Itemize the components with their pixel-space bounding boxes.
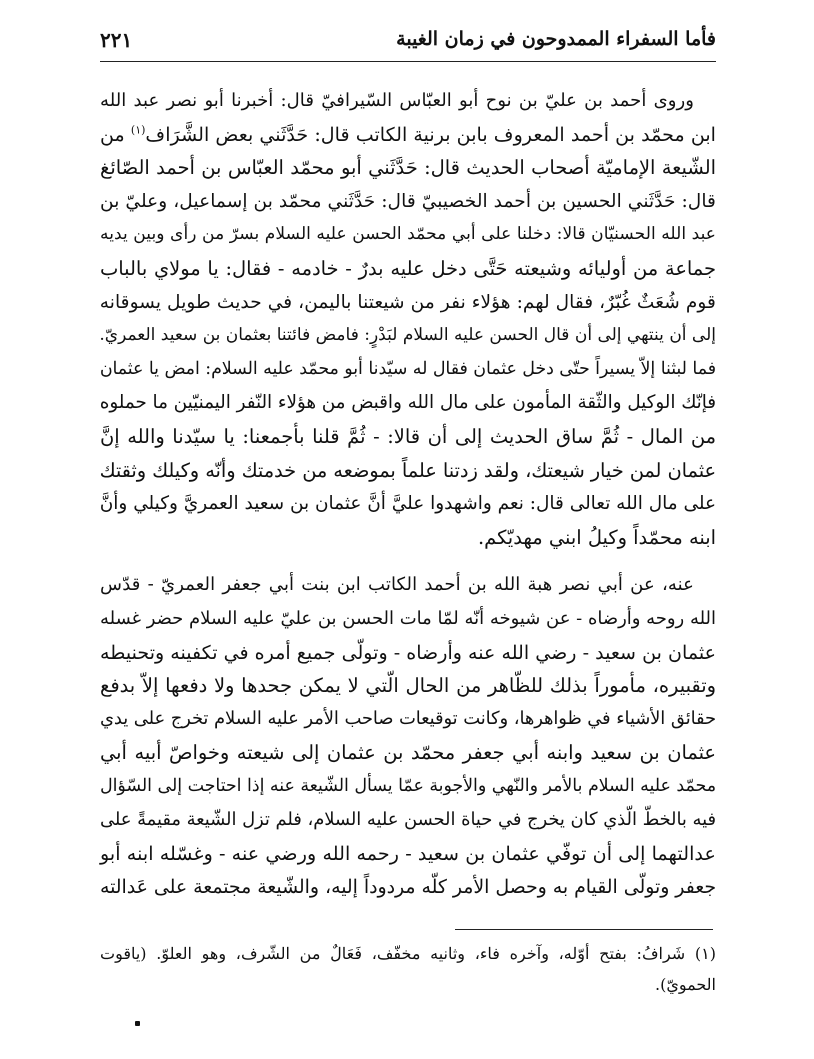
text-line: إلى أن ينتهي إلى أن قال الحسن عليه السلام لبَدْرٍ: فامض فائتنا بعثمان بن سعيد العمريّ.	[99, 325, 716, 346]
page-number: ٢٢١	[100, 28, 133, 52]
paragraph-1	[100, 84, 716, 554]
text-line: فما لبثنا إلاّ يسيراً حتّى دخل عثمان فقال له سيّدنا أبو محمّد عليه السلام: امض يا عثمان	[99, 358, 716, 379]
footnotes	[100, 938, 716, 1000]
text-line: عنه، عن أبي نصر هبة الله بن أحمد الكاتب ابن بنت أبي جعفر العمريّ - قدّس	[100, 574, 694, 596]
header-rule	[100, 61, 716, 62]
text-line: حقائق الأشياء في ظواهرها، وكانت توقيعات صاحب الأمر عليه السلام تخرج على يدي	[100, 708, 716, 729]
text-line: عثمان بن سعيد وابنه أبي جعفر محمّد بن عثمان إلى شيعته وخواصّ أبيه أبي	[100, 741, 716, 765]
scan-artifact-dot	[135, 1021, 140, 1026]
running-header	[100, 28, 716, 58]
footnote-separator	[455, 929, 713, 930]
paragraph-2	[100, 568, 716, 904]
text-line: عبد الله الحسنيّان قالا: دخلنا على أبي محمّد الحسن عليه السلام بسرّ من رأى وبين يديه	[100, 224, 716, 245]
text-line: عثمان لمن خيار شيعتك، ولقد زدتنا علماً بموضعه من خدمتك وأنّه وكيلك وثقتك	[99, 458, 716, 482]
text-line: فيه بالخطّ الّذي كان يخرج في حياة الحسن عليه السلام، فلم تزل الشّيعة مقيمةً على	[100, 809, 716, 831]
text-line: على مال الله تعالى قال: نعم واشهدوا عليَّ أنَّ عثمان بن سعيد العمريَّ وكيلي وأنَّ	[99, 493, 716, 515]
text-line: ابنه محمّداً وكيلُ ابني مهديّكم.	[478, 525, 716, 549]
text-line: وتقبيره، مأموراً بذلك للظّاهر من الحال الّتي لا يمكن جحدها ولا دفعها إلاّ بدفع	[100, 674, 716, 698]
text-line: وروى أحمد بن عليّ بن نوح أبو العبّاس السّيرافيّ قال: أخبرنا أبو نصر عبد الله	[100, 90, 694, 111]
text-line	[100, 118, 716, 152]
text-line: الله روحه وأرضاه - عن شيوخه أنّه لمّا مات الحسن بن عليّ عليه السلام حضر غسله	[100, 607, 716, 629]
text-line: قال: حَدَّثَني الحسين بن أحمد الخصيبيّ قال: حَدَّثَني محمّد بن إسماعيل، وعليّ بن	[100, 190, 716, 212]
text-line: من المال - ثُمَّ ساق الحديث إلى أن قالا: - ثُمَّ قلنا بأجمعنا: يا سيّدنا والله إنَّ	[100, 424, 716, 448]
text-line: عدالتهما إلى أن توفّي عثمان بن سعيد - رحمه الله ورضي عنه - وغسّله ابنه أبو	[100, 842, 716, 866]
text-line: فإنّك الوكيل والثّقة المأمون على مال الله واقبض من هؤلاء النّفر اليمنيّين ما حملوه	[99, 392, 716, 414]
text-line-content: ابن محمّد بن أحمد المعروف بابن برنية الكاتب قال: حَدَّثَني بعض الشَّرَاف	[145, 122, 716, 146]
text-line: جعفر وتولّى القيام به وحصل الأمر كلّه مردوداً إليه، والشّيعة مجتمعة على عَدالته	[99, 875, 716, 898]
text-line: الشّيعة الإماميّة أصحاب الحديث قال: حَدَّثَني أبو محمّد العبّاس بن أحمد الصّائغ	[100, 156, 716, 180]
footnote-line: الحمويّ).	[654, 975, 716, 994]
running-title: فأما السفراء الممدوحون في زمان الغيبة	[396, 28, 716, 50]
text-line: قوم شُعَثٌ غُبّرٌ، فقال لهم: هؤلاء نفر من شيعتنا باليمن، في حديث طويل يسوقانه	[99, 291, 716, 313]
text-line: محمّد عليه السلام بالأمر والنّهي والأجوبة عمّا يسأل الشّيعة عنه إذا احتاجت إلى السّؤال	[100, 775, 716, 796]
text-line-trailing: من	[100, 122, 125, 146]
text-line: جماعة من أوليائه وشيعته حَتَّى دخل عليه بدرٌ - خادمه - فقال: يا مولاي بالباب	[100, 256, 716, 280]
main-text	[100, 84, 716, 904]
footnote-line: (١) شَرافُ: بفتح أوّله، وآخره فاء، وثانيه مخفّف، فَعَالٌ من الشّرف، وهو العلوّ. (ياقوت	[100, 944, 717, 963]
text-line: عثمان بن سعيد - رضي الله عنه وأرضاه - وتولّى جميع أمره في تكفينه وتحنيطه	[99, 640, 716, 664]
footnote-reference[interactable]: (١)	[130, 123, 146, 137]
paragraph-spacer	[100, 554, 716, 568]
